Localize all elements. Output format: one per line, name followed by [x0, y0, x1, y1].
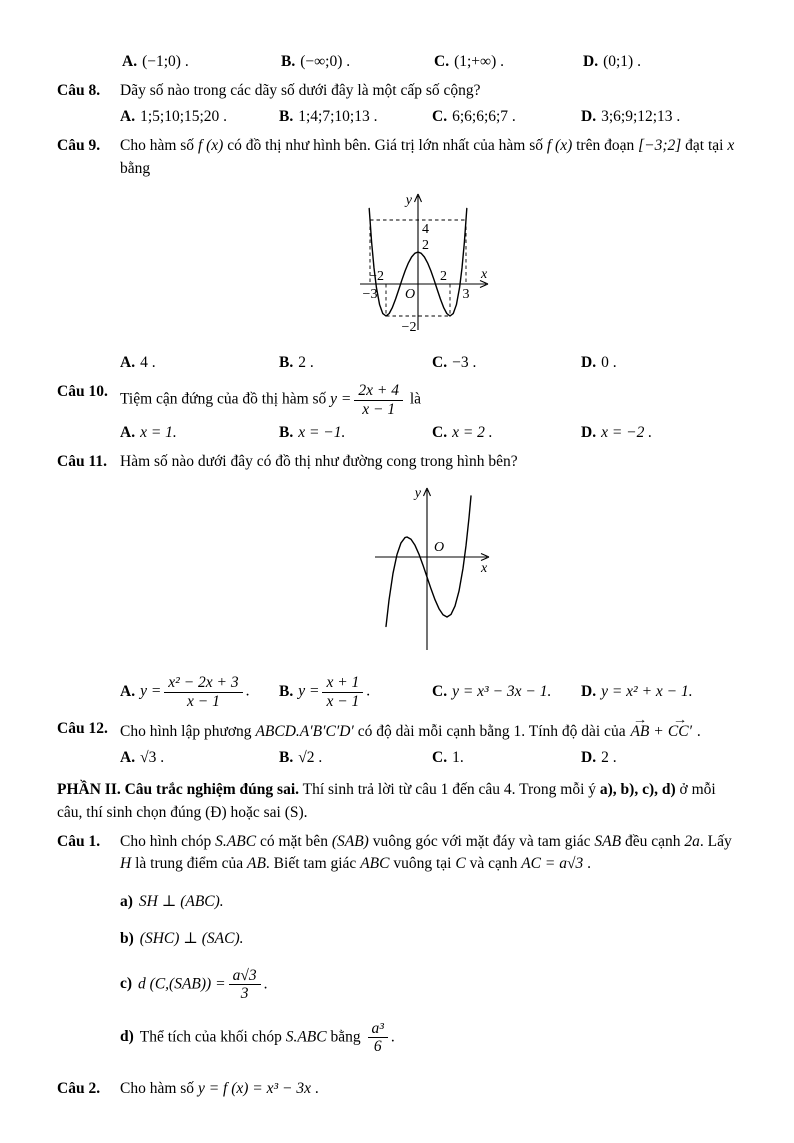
cubic-graph-svg — [337, 482, 521, 660]
part2-header — [57, 779, 737, 824]
math: H — [120, 855, 132, 873]
denominator: 6 — [373, 1037, 382, 1055]
text: có mặt bên — [256, 833, 332, 850]
tick-y-2: 2 — [421, 238, 429, 254]
numerator: a³ — [368, 1020, 388, 1038]
tick-y-4: 4 — [421, 222, 429, 238]
statement-letter: d) — [120, 1028, 134, 1046]
option-letter: A. — [120, 353, 136, 371]
math: S.ABC — [285, 1028, 327, 1046]
fraction — [164, 674, 242, 710]
math: (SAB) — [331, 833, 369, 850]
option-letter: D. — [581, 683, 597, 701]
text: . — [263, 975, 268, 993]
question-9 — [57, 135, 737, 374]
option-a — [120, 352, 279, 374]
math: f (x) — [197, 137, 224, 155]
y-axis-label: y — [414, 485, 421, 501]
text: . Biết tam giác — [265, 855, 361, 873]
option-value: 0 . — [601, 353, 617, 371]
tick-y-neg2: −2 — [401, 320, 416, 336]
question-options — [120, 673, 737, 711]
text: và cạnh — [465, 855, 522, 873]
statement-c — [120, 966, 737, 1004]
option-value: y = — [298, 682, 320, 700]
question-label: Câu 9. — [57, 137, 101, 155]
question-text — [120, 1078, 737, 1100]
vector-cc: → CC′ — [667, 721, 693, 743]
option-c — [432, 352, 581, 374]
fraction — [368, 1020, 388, 1056]
option-d — [583, 51, 737, 73]
text: có độ dài mỗi cạnh bằng 1. Tính độ dài của — [353, 723, 630, 741]
statement-d — [120, 1019, 737, 1057]
option-value: y = x² + x − 1. — [601, 683, 693, 701]
option-letter: C. — [432, 424, 448, 441]
y-axis-label: y — [405, 193, 412, 209]
option-letter: A. — [120, 682, 136, 700]
math: 2a — [684, 833, 700, 850]
question-label: Câu 10. — [57, 383, 108, 401]
option-b — [281, 51, 434, 73]
option-c — [432, 747, 581, 769]
question-10 — [57, 381, 737, 444]
option-c — [432, 681, 581, 703]
option-b — [279, 106, 432, 128]
denominator: x − 1 — [362, 400, 396, 418]
figure-quartic-graph — [120, 188, 737, 345]
text-bold: a), b), c), d) — [599, 781, 676, 799]
option-value: 1;5;10;15;20 . — [140, 107, 228, 125]
figure-cubic-graph — [120, 482, 737, 667]
text: Cho hình chóp — [120, 833, 216, 850]
previous-question-options — [122, 51, 737, 73]
option-value: (1;+∞) . — [454, 53, 504, 70]
text: bằng — [326, 1028, 365, 1046]
statement-a — [120, 891, 737, 913]
math: S.ABC — [215, 833, 257, 850]
text: . — [366, 682, 371, 700]
denominator: 3 — [240, 985, 249, 1003]
text: vuông góc với mặt đáy và tam giác — [368, 833, 595, 850]
option-letter: C. — [432, 748, 448, 766]
option-value: x = 2 . — [452, 424, 493, 441]
question-options — [120, 747, 737, 769]
text: Cho hàm số — [120, 137, 198, 155]
text: ở mỗi câu, thí sinh chọn đúng (Đ) hoặc sai (S). — [57, 781, 716, 821]
text: là — [405, 390, 422, 408]
option-letter: D. — [581, 107, 597, 125]
question-label: Câu 11. — [57, 453, 107, 471]
tick-x-neg3: −3 — [362, 287, 377, 303]
option-b — [279, 422, 432, 444]
origin-label: O — [433, 539, 444, 555]
option-letter: B. — [279, 353, 294, 371]
question-text — [120, 135, 737, 180]
text: đạt tại — [681, 137, 728, 155]
option-a — [120, 422, 279, 444]
quartic-graph-svg — [326, 188, 532, 338]
math: f (x) — [546, 137, 573, 155]
x-axis-label: x — [480, 560, 487, 576]
option-value: y = — [140, 682, 162, 700]
option-value: 6;6;6;6;7 . — [452, 107, 516, 125]
text: có đồ thị như hình bên. Giá trị lớn nhất của hàm số — [223, 137, 547, 155]
text: Hàm số nào dưới đây có đồ thị như đường cong trong hình bên? — [120, 453, 518, 471]
option-letter: C. — [432, 353, 448, 371]
numerator: a√3 — [229, 967, 261, 985]
option-letter: B. — [279, 424, 294, 441]
option-c — [432, 106, 581, 128]
option-value: √2 . — [298, 748, 323, 766]
option-letter: D. — [581, 353, 597, 371]
x-axis-label: x — [480, 267, 487, 283]
option-d — [581, 106, 737, 128]
option-b — [279, 352, 432, 374]
numerator: 2x + 4 — [354, 382, 403, 400]
math: ABC — [360, 855, 390, 873]
option-letter: B. — [279, 748, 294, 766]
part2-question-1 — [57, 831, 737, 1071]
text: Thí sinh trả lời từ câu 1 đến câu 4. Trong mỗi ý — [299, 781, 600, 799]
option-d — [581, 422, 737, 444]
question-label: Câu 1. — [57, 833, 101, 850]
fraction — [354, 382, 403, 418]
option-value: (−1;0) . — [142, 53, 189, 70]
option-letter: D. — [581, 424, 597, 441]
question-text — [120, 831, 737, 876]
text: . — [245, 682, 250, 700]
option-letter: A. — [122, 53, 138, 70]
option-d — [581, 747, 737, 769]
numerator: x + 1 — [322, 674, 363, 692]
text: Dãy số nào trong các dãy số dưới đây là một cấp số cộng? — [120, 82, 481, 100]
statement-letter: c) — [120, 975, 133, 993]
statement-letter: a) — [120, 892, 133, 910]
question-text — [120, 718, 737, 743]
option-value: 3;6;9;12;13 . — [601, 107, 681, 125]
option-value: 1;4;7;10;13 . — [298, 107, 378, 125]
option-d — [581, 352, 737, 374]
option-letter: B. — [279, 682, 294, 700]
part2-title: PHẦN II. Câu trắc nghiệm đúng sai. — [57, 781, 299, 799]
fraction — [322, 674, 363, 710]
text: trên đoạn — [572, 137, 639, 155]
text: . — [692, 723, 701, 741]
tick-x-2: 2 — [439, 269, 447, 285]
text: . — [390, 1028, 395, 1046]
question-label: Câu 12. — [57, 720, 108, 738]
option-value: x = 1. — [140, 424, 177, 441]
option-c — [432, 422, 581, 444]
fraction — [229, 967, 261, 1003]
option-value: y = x³ − 3x − 1. — [452, 683, 552, 701]
option-value: √3 . — [140, 748, 165, 766]
option-value: 1. — [452, 748, 464, 766]
question-label: Câu 2. — [57, 1080, 101, 1098]
text: Tiệm cận đứng của đồ thị hàm số — [120, 390, 331, 408]
option-value: x = −1. — [298, 424, 346, 441]
option-letter: B. — [279, 107, 294, 125]
option-a — [120, 673, 279, 711]
text: Thể tích của khối chóp — [139, 1028, 286, 1046]
option-letter: C. — [434, 53, 450, 70]
option-letter: D. — [583, 53, 599, 70]
option-a — [120, 747, 279, 769]
math: SH ⊥ (ABC). — [138, 892, 224, 910]
math: ABCD.A′B′C′D′ — [255, 723, 354, 741]
vector-ab: → AB — [629, 721, 650, 743]
option-b — [279, 673, 432, 711]
question-options — [120, 352, 737, 374]
math: C — [455, 855, 466, 873]
option-letter: A. — [120, 107, 136, 125]
option-value: 2 . — [601, 748, 617, 766]
text: bằng — [120, 159, 151, 177]
statement-letter: b) — [120, 930, 134, 948]
option-value: (0;1) . — [603, 53, 641, 70]
text: là trung điểm của — [131, 855, 247, 873]
text: đều cạnh — [621, 833, 685, 850]
question-options — [120, 422, 737, 444]
math: y = f (x) = x³ − 3x — [197, 1080, 311, 1098]
tick-x-3: 3 — [462, 287, 469, 303]
question-options — [120, 106, 737, 128]
math: [−3;2] — [638, 137, 682, 155]
tick-x-neg2: −2 — [368, 269, 384, 285]
option-letter: D. — [581, 748, 597, 766]
denominator: x − 1 — [187, 692, 220, 710]
question-8 — [57, 80, 737, 128]
question-text — [120, 381, 737, 419]
option-c — [434, 51, 583, 73]
text: . Lấy — [699, 833, 732, 850]
option-value: 2 . — [298, 353, 314, 371]
math: AC = a√3 — [521, 855, 584, 873]
option-letter: C. — [432, 683, 448, 701]
option-letter: B. — [281, 53, 296, 70]
text: . — [311, 1080, 319, 1098]
option-value: 4 . — [140, 353, 156, 371]
question-text — [120, 451, 737, 473]
option-value: −3 . — [452, 353, 477, 371]
numerator: x² − 2x + 3 — [164, 674, 242, 692]
option-letter: A. — [120, 748, 136, 766]
math: SAB — [594, 833, 622, 850]
math: d (C,(SAB)) = — [138, 975, 226, 993]
option-d — [581, 681, 737, 703]
math: (SHC) ⊥ (SAC). — [139, 930, 244, 948]
option-value: x = −2 . — [601, 424, 653, 441]
option-value: (−∞;0) . — [300, 53, 351, 70]
text: vuông tại — [389, 855, 456, 873]
origin-label: O — [404, 287, 415, 303]
option-letter: C. — [432, 107, 448, 125]
math: x — [727, 137, 735, 155]
math: y = — [330, 390, 352, 408]
option-letter: A. — [120, 424, 136, 441]
option-a — [122, 51, 281, 73]
text: Cho hàm số — [120, 1080, 198, 1098]
part2-question-2 — [57, 1078, 737, 1102]
question-label: Câu 8. — [57, 82, 101, 100]
text: . — [583, 855, 591, 873]
option-b — [279, 747, 432, 769]
text: Cho hình lập phương — [120, 723, 256, 741]
statement-b — [120, 928, 737, 950]
denominator: x − 1 — [326, 692, 360, 710]
question-11 — [57, 451, 737, 711]
math: AB — [246, 855, 266, 873]
question-text — [120, 80, 737, 102]
option-a — [120, 106, 279, 128]
text: + — [650, 723, 667, 741]
question-12 — [57, 718, 737, 769]
cubic-curve — [386, 496, 471, 626]
